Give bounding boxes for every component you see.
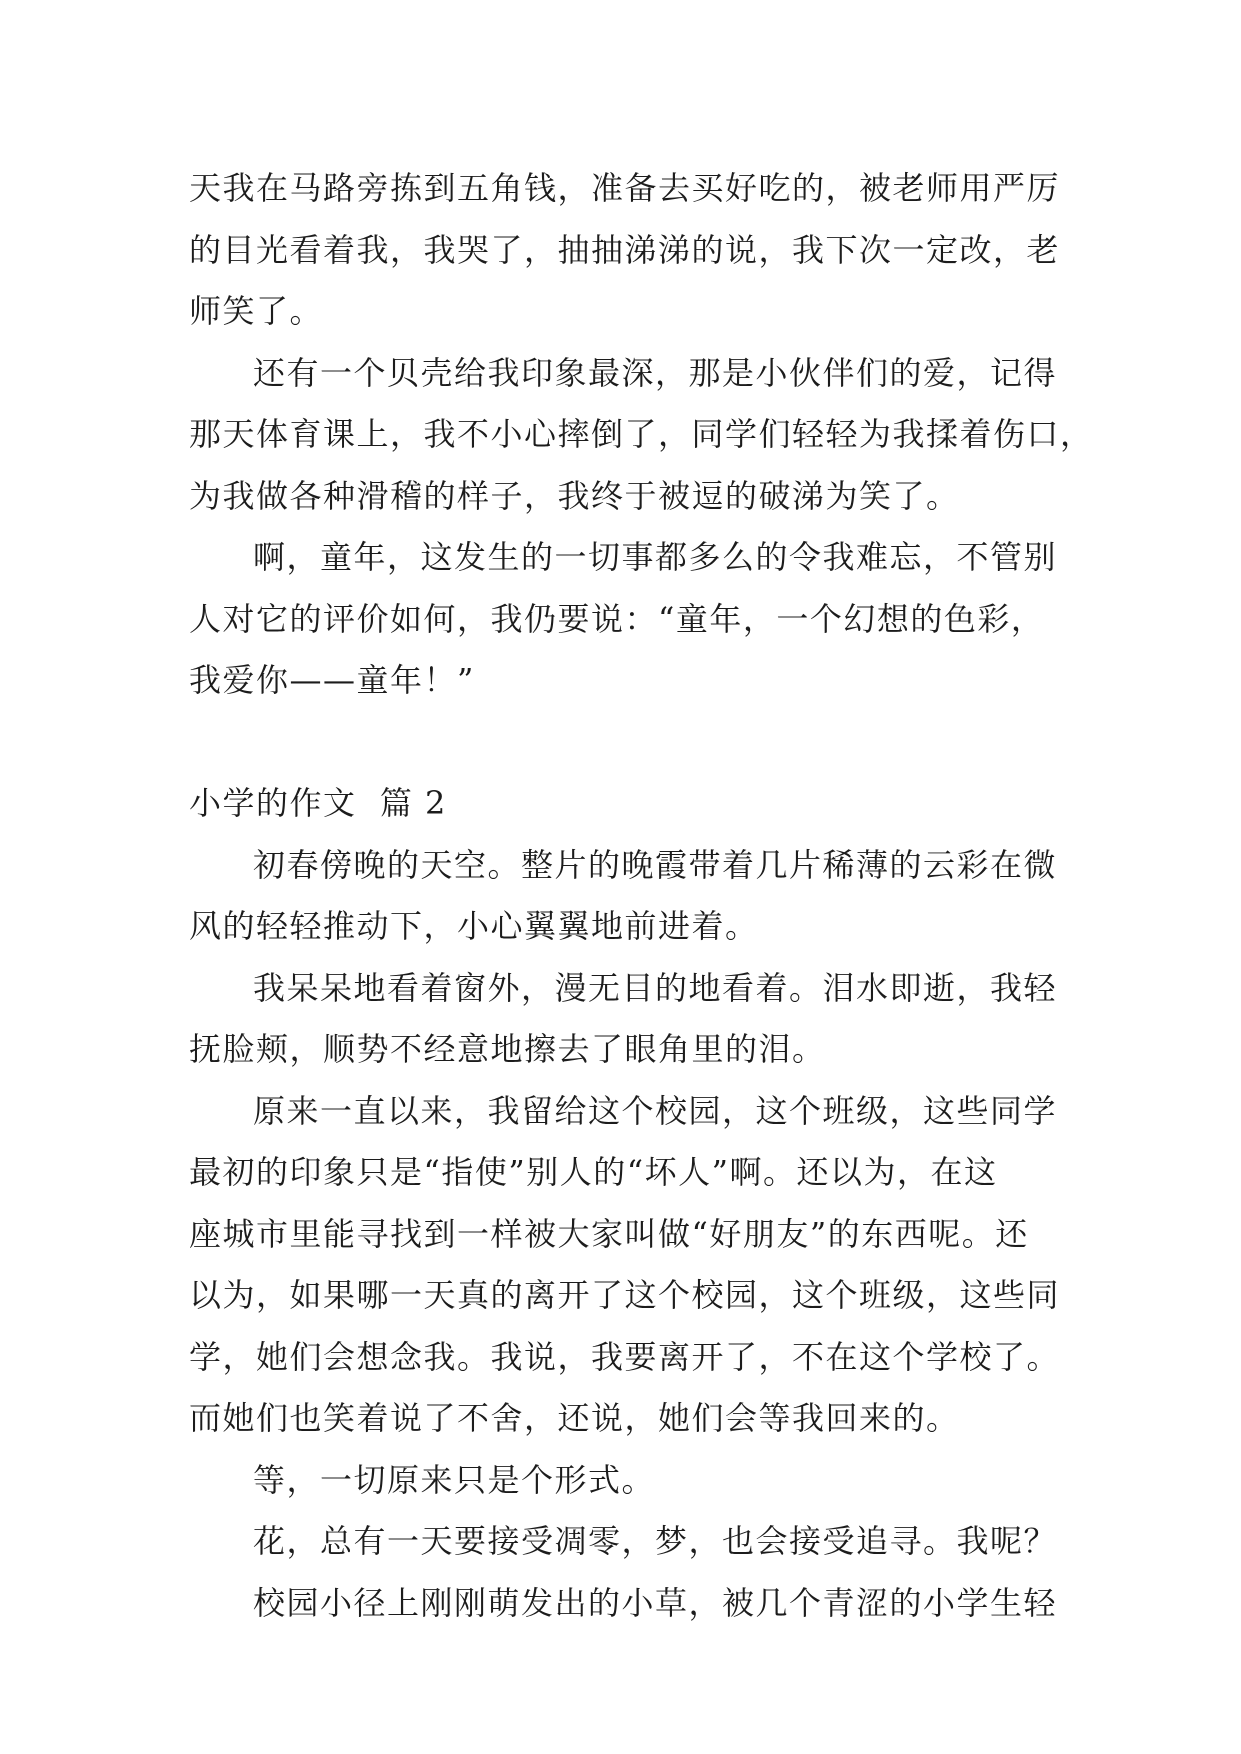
paragraph-line: 的目光看着我，我哭了，抽抽涕涕的说，我下次一定改，老	[189, 230, 1061, 269]
paragraph-line: 学，她们会想念我。我说，我要离开了，不在这个学校了。	[189, 1337, 1061, 1376]
paragraph-line: 人对它的评价如何，我仍要说：“童年，一个幻想的色彩，	[189, 599, 1045, 638]
paragraph-line: 等，一切原来只是个形式。	[253, 1460, 656, 1499]
paragraph-line: 以为，如果哪一天真的离开了这个校园，这个班级，这些同	[189, 1276, 1061, 1314]
paragraph-5	[189, 958, 1069, 1081]
paragraph-line: 还有一个贝壳给我印象最深，那是小伙伴们的爱，记得	[253, 353, 1058, 392]
paragraph-8	[189, 1511, 1069, 1573]
paragraph-line: 最初的印象只是“指使”别人的“坏人”啊。还以为，在这	[189, 1153, 998, 1191]
paragraph-line: 花，总有一天要接受凋零，梦，也会接受追寻。我呢？	[253, 1522, 1058, 1560]
paragraph-line: 原来一直以来，我留给这个校园，这个班级，这些同学	[253, 1091, 1058, 1130]
paragraph-9	[189, 1573, 1069, 1635]
paragraph-1	[189, 158, 1069, 343]
paragraph-line: 而她们也笑着说了不舍，还说，她们会等我回来的。	[189, 1399, 960, 1437]
paragraph-line: 初春傍晚的天空。整片的晚霞带着几片稀薄的云彩在微	[253, 845, 1058, 884]
document-body	[189, 158, 1094, 1634]
paragraph-line: 啊，童年，这发生的一切事都多么的令我难忘，不管别	[253, 538, 1058, 576]
paragraph-line: 师笑了。	[189, 292, 324, 330]
spacer	[189, 712, 1069, 774]
paragraph-line: 风的轻轻推动下，小心翼翼地前进着。	[189, 907, 759, 945]
paragraph-2	[189, 343, 1094, 528]
paragraph-line: 我呆呆地看着窗外，漫无目的地看着。泪水即逝，我轻	[253, 968, 1058, 1007]
paragraph-line: 为我做各种滑稽的样子，我终于被逗的破涕为笑了。	[189, 476, 960, 515]
paragraph-line: 抚脸颊，顺势不经意地擦去了眼角里的泪。	[189, 1030, 826, 1068]
paragraph-line: 校园小径上刚刚萌发出的小草，被几个青涩的小学生轻	[253, 1583, 1058, 1622]
paragraph-line: 那天体育课上，我不小心摔倒了，同学们轻轻为我揉着伤口，	[189, 415, 1094, 453]
paragraph-line: 我爱你——童年！”	[189, 661, 475, 699]
paragraph-line: 座城市里能寻找到一样被大家叫做“好朋友”的东西呢。还	[189, 1214, 1029, 1253]
paragraph-6	[189, 1081, 1069, 1450]
section-heading: 小学的作文 篇 2	[189, 784, 447, 822]
paragraph-line: 天我在马路旁拣到五角钱，准备去买好吃的，被老师用严厉	[189, 169, 1061, 207]
paragraph-7	[189, 1450, 1069, 1512]
paragraph-3	[189, 527, 1069, 712]
paragraph-4	[189, 835, 1069, 958]
